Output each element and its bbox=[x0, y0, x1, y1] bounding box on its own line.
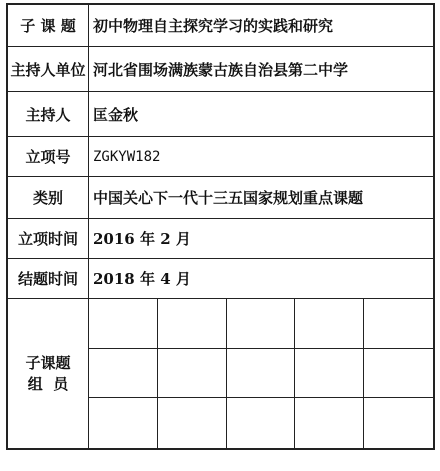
member-cell bbox=[227, 349, 296, 399]
value-sub-topic: 初中物理自主探究学习的实践和研究 bbox=[93, 17, 334, 35]
label-category: 类别 bbox=[32, 189, 63, 207]
label-start-date: 立项时间 bbox=[17, 230, 78, 248]
value-end-date: 2018 年 4 月 bbox=[93, 270, 191, 288]
row-sub-topic bbox=[8, 5, 433, 47]
member-cell bbox=[295, 349, 364, 399]
member-cell bbox=[295, 299, 364, 349]
label-members-line1: 子课题 bbox=[25, 353, 71, 372]
project-info-table bbox=[6, 3, 435, 450]
member-cell bbox=[158, 398, 227, 448]
value-project-number: ZGKYW182 bbox=[93, 148, 161, 165]
label-project-number: 立项号 bbox=[25, 148, 71, 166]
member-cell bbox=[158, 349, 227, 399]
member-cell bbox=[89, 398, 158, 448]
label-members bbox=[8, 299, 88, 448]
label-host: 主持人 bbox=[25, 105, 71, 124]
member-cell bbox=[295, 398, 364, 448]
label-sub-topic: 子 课 题 bbox=[20, 17, 76, 35]
row-host bbox=[8, 92, 433, 137]
member-cell bbox=[227, 299, 296, 349]
row-category bbox=[8, 177, 433, 219]
row-start-date bbox=[8, 219, 433, 259]
value-start-date: 2016 年 2 月 bbox=[93, 230, 191, 248]
value-host-unit: 河北省围场满族蒙古族自治县第二中学 bbox=[93, 60, 349, 79]
label-end-date: 结题时间 bbox=[17, 270, 78, 288]
member-cell bbox=[158, 299, 227, 349]
label-members-line2: 组 员 bbox=[27, 374, 69, 393]
row-host-unit bbox=[8, 47, 433, 92]
member-cell bbox=[227, 398, 296, 448]
row-end-date bbox=[8, 259, 433, 299]
members-grid bbox=[89, 299, 433, 448]
label-host-unit: 主持人单位 bbox=[10, 60, 86, 79]
row-project-number bbox=[8, 137, 433, 177]
value-host: 匡金秋 bbox=[93, 105, 139, 124]
member-cell bbox=[364, 398, 433, 448]
row-members bbox=[8, 299, 433, 448]
member-cell bbox=[364, 299, 433, 349]
member-cell bbox=[364, 349, 433, 399]
member-cell bbox=[89, 299, 158, 349]
member-cell bbox=[89, 349, 158, 399]
value-category: 中国关心下一代十三五国家规划重点课题 bbox=[93, 189, 364, 207]
